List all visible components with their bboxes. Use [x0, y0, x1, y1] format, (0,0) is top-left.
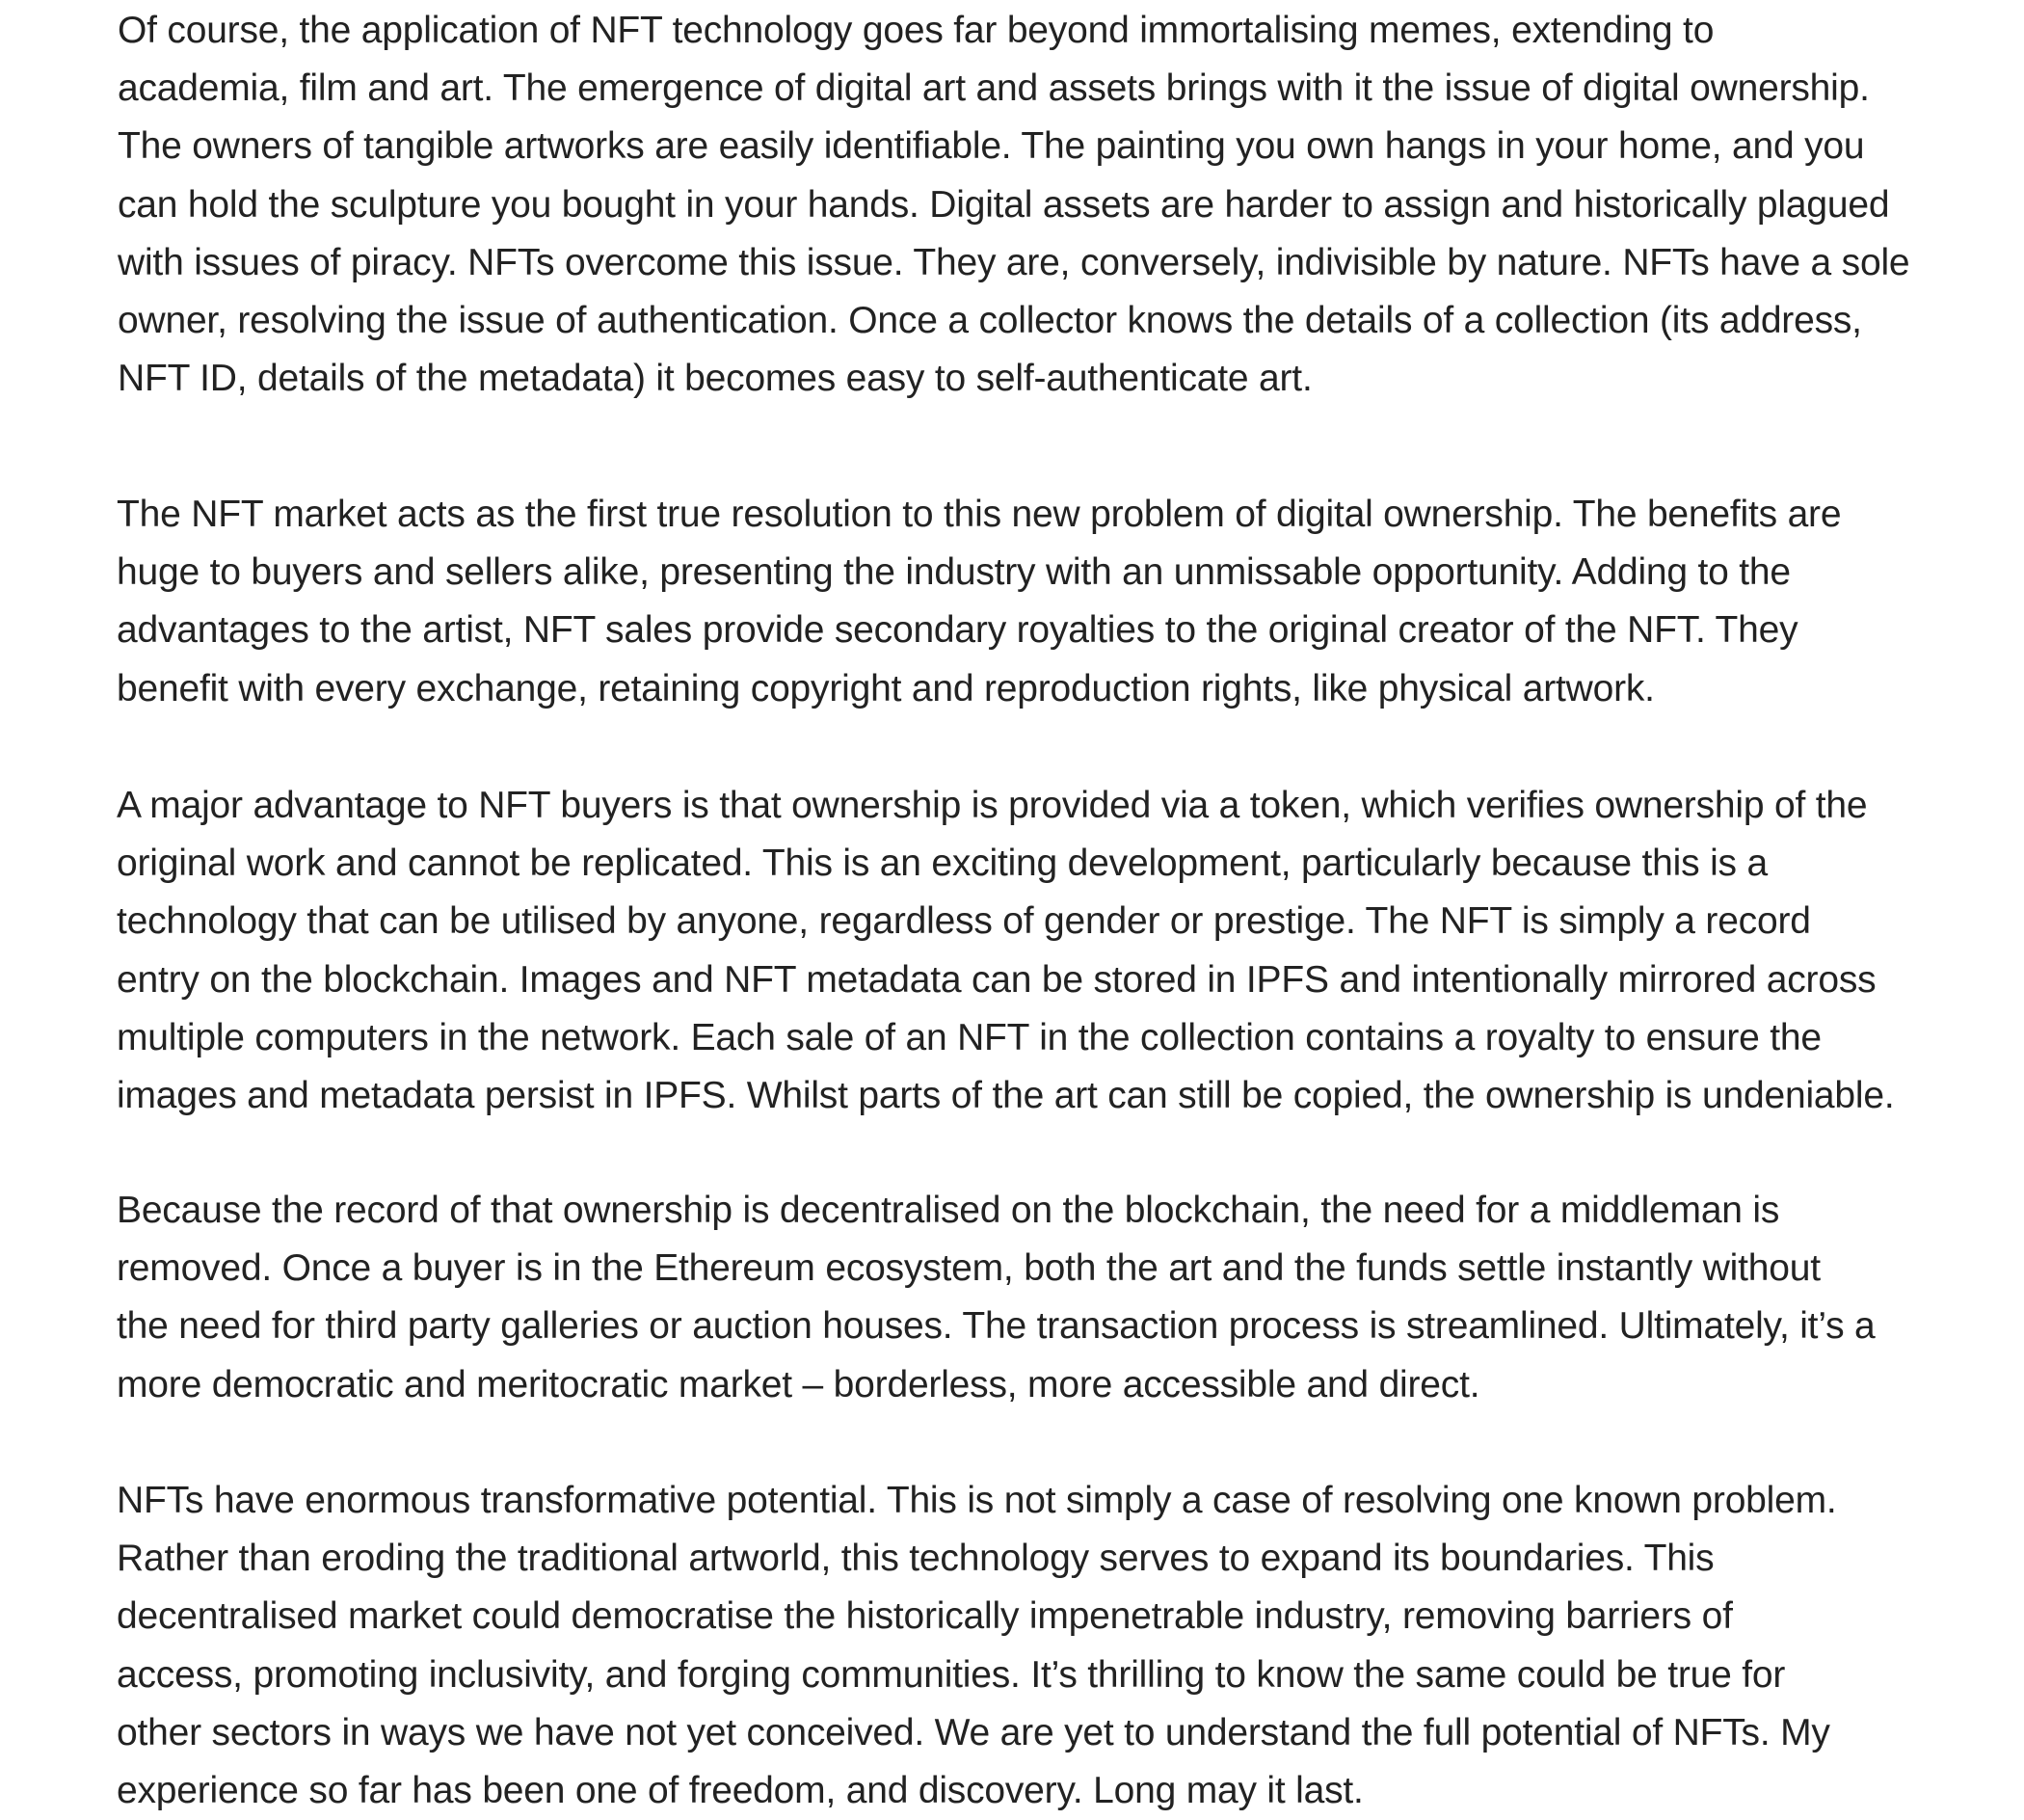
paragraph-line: A major advantage to NFT buyers is that ownership is provided via a token, which verifies ownership of the	[117, 785, 1868, 826]
paragraph-line: owner, resolving the issue of authentication. Once a collector knows the details of a collection (its address,	[118, 300, 1862, 342]
paragraph-transformative-potential	[117, 1472, 1837, 1820]
paragraph-line: experience so far has been one of freedom, and discovery. Long may it last.	[117, 1770, 1364, 1812]
paragraph-line: The NFT market acts as the first true resolution to this new problem of digital ownership. The benefits are	[117, 494, 1842, 535]
paragraph-line: images and metadata persist in IPFS. Whilst parts of the art can still be copied, the ownership is undeniable.	[117, 1075, 1895, 1117]
paragraph-line: more democratic and meritocratic market – borderless, more accessible and direct.	[117, 1363, 1480, 1405]
paragraph-line: huge to buyers and sellers alike, presenting the industry with an unmissable opportunity. Adding to the	[117, 551, 1791, 594]
paragraph-line: the need for third party galleries or auction houses. The transaction process is streamlined. Ultimately, it’s a	[117, 1305, 1876, 1348]
paragraph-buyer-advantage	[117, 777, 1894, 1125]
paragraph-line: can hold the sculpture you bought in your hands. Digital assets are harder to assign and historically plagued	[118, 183, 1890, 226]
paragraph-line: NFT ID, details of the metadata) it becomes easy to self-authenticate art.	[118, 358, 1313, 400]
paragraph-line: Rather than eroding the traditional artworld, this technology serves to expand its boundaries. This	[117, 1538, 1715, 1580]
paragraph-line: advantages to the artist, NFT sales provide secondary royalties to the original creator of the NFT. They	[117, 609, 1798, 652]
paragraph-line: NFTs have enormous transformative potential. This is not simply a case of resolving one known problem.	[117, 1480, 1837, 1521]
paragraph-line: Because the record of that ownership is decentralised on the blockchain, the need for a middleman is	[117, 1190, 1780, 1231]
paragraph-decentralisation	[117, 1182, 1876, 1414]
paragraph-line: technology that can be utilised by anyone, regardless of gender or prestige. The NFT is simply a record	[117, 900, 1811, 943]
paragraph-line: original work and cannot be replicated. This is an exciting development, particularly because this is a	[117, 843, 1768, 885]
paragraph-line: decentralised market could democratise the historically impenetrable industry, removing barriers of	[117, 1595, 1733, 1638]
paragraph-line: benefit with every exchange, retaining copyright and reproduction rights, like physical artwork.	[117, 667, 1655, 709]
paragraph-line: access, promoting inclusivity, and forging communities. It’s thrilling to know the same could be true for	[117, 1653, 1786, 1696]
paragraph-line: with issues of piracy. NFTs overcome this issue. They are, conversely, indivisible by nature. NFTs have a sole	[118, 241, 1910, 283]
paragraph-line: Of course, the application of NFT technology goes far beyond immortalising memes, extending to	[118, 10, 1715, 51]
paragraph-line: entry on the blockchain. Images and NFT metadata can be stored in IPFS and intentionally mirrored across	[117, 958, 1877, 1001]
paragraph-line: removed. Once a buyer is in the Ethereum ecosystem, both the art and the funds settle instantly without	[117, 1247, 1821, 1290]
paragraph-line: other sectors in ways we have not yet conceived. We are yet to understand the full potential of NFTs. My	[117, 1711, 1830, 1753]
paragraph-line: academia, film and art. The emergence of digital art and assets brings with it the issue of digital ownership.	[118, 67, 1870, 110]
paragraph-nft-market	[117, 486, 1841, 718]
paragraph-nft-applications	[118, 2, 1909, 408]
paragraph-line: The owners of tangible artworks are easily identifiable. The painting you own hangs in your home, and you	[118, 125, 1865, 168]
paragraph-line: multiple computers in the network. Each sale of an NFT in the collection contains a royalty to ensure the	[117, 1016, 1822, 1058]
